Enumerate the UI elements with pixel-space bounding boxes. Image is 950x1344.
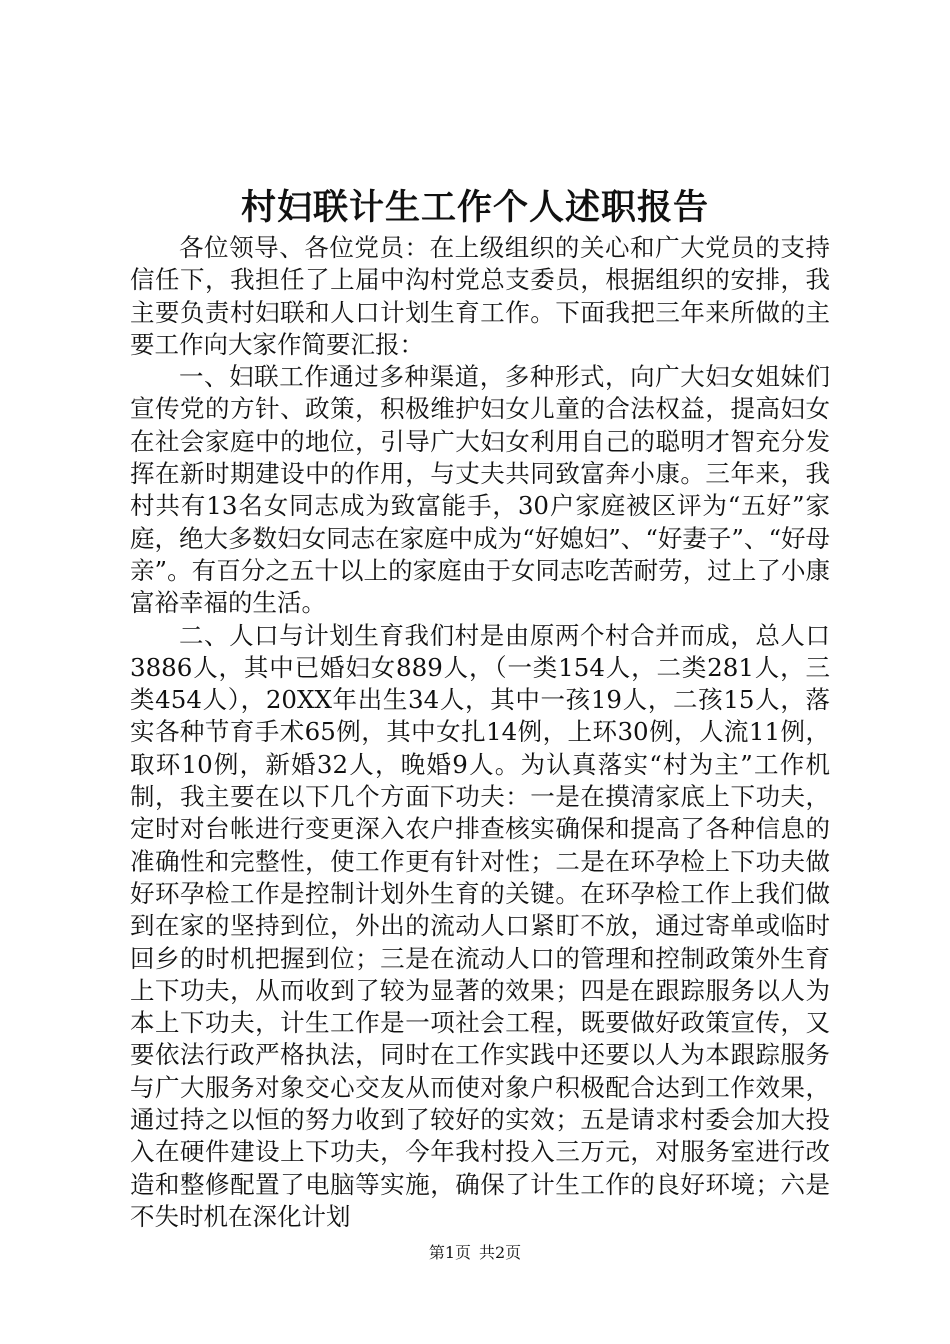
paragraph-family-planning: 二、人口与计划生育我们村是由原两个村合并而成，总人口3886人，其中已婚妇女889人，（一类154人，二类281人，三类454人），20XX年出生34人，其中一孩19人，二孩15人，落实各种节育手术65例，其中女扎14例，上环30例，人流11例，取环10例，新婚32人，晚婚9人。为认真落实“村为主”工作机制，我主要在以下几个方面下功夫：一是在摸清家底上下功夫，定时对台帐进行变更深入农户排查核实确保和提高了各种信息的准确性和完整性，使工作更有针对性；二是在环孕检上下功夫做好环孕检工作是控制计划外生育的关键。在环孕检工作上我们做到在家的坚持到位，外出的流动人口紧盯不放，通过寄单或临时回乡的时机把握到位；三是在流动人口的管理和控制政策外生育上下功夫，从而收到了较为显著的效果；四是在跟踪服务以人为本上下功夫，计生工作是一项社会工程，既要做好政策宣传，又要依法行政严格执法，同时在工作实践中还要以人为本跟踪服务与广大服务对象交心交友从而使对象户积极配合达到工作效果，通过持之以恒的努力收到了较好的实效；五是请求村委会加大投入在硬件建设上下功夫，今年我村投入三万元，对服务室进行改造和整修配置了电脑等实施，确保了计生工作的良好环境；六是不失时机在深化计划: [130, 620, 830, 1231]
document-title: 村妇联计生工作个人述职报告: [240, 187, 709, 228]
document-body: [130, 232, 830, 1233]
page-number-current: 第1页: [428, 1243, 471, 1262]
paragraph-womens-federation: 一、妇联工作通过多种渠道，多种形式，向广大妇女姐妹们宣传党的方针、政策，积极维护妇女儿童的合法权益，提高妇女在社会家庭中的地位，引导广大妇女利用自己的聪明才智充分发挥在新时期建设中的作用，与丈夫共同致富奔小康。三年来，我村共有13名女同志成为致富能手，30户家庭被区评为“五好”家庭，绝大多数妇女同志在家庭中成为“好媳妇”、“好妻子”、“好母亲”。有百分之五十以上的家庭由于女同志吃苦耐劳，过上了小康富裕幸福的生活。: [130, 362, 830, 618]
page-number-total: 共2页: [479, 1243, 522, 1262]
paragraph-greeting: 各位领导、各位党员：在上级组织的关心和广大党员的支持信任下，我担任了上届中沟村党总支委员，根据组织的安排，我主要负责村妇联和人口计划生育工作。下面我把三年来所做的主要工作向大家作简要汇报：: [130, 233, 830, 359]
page-footer: [0, 1243, 950, 1263]
